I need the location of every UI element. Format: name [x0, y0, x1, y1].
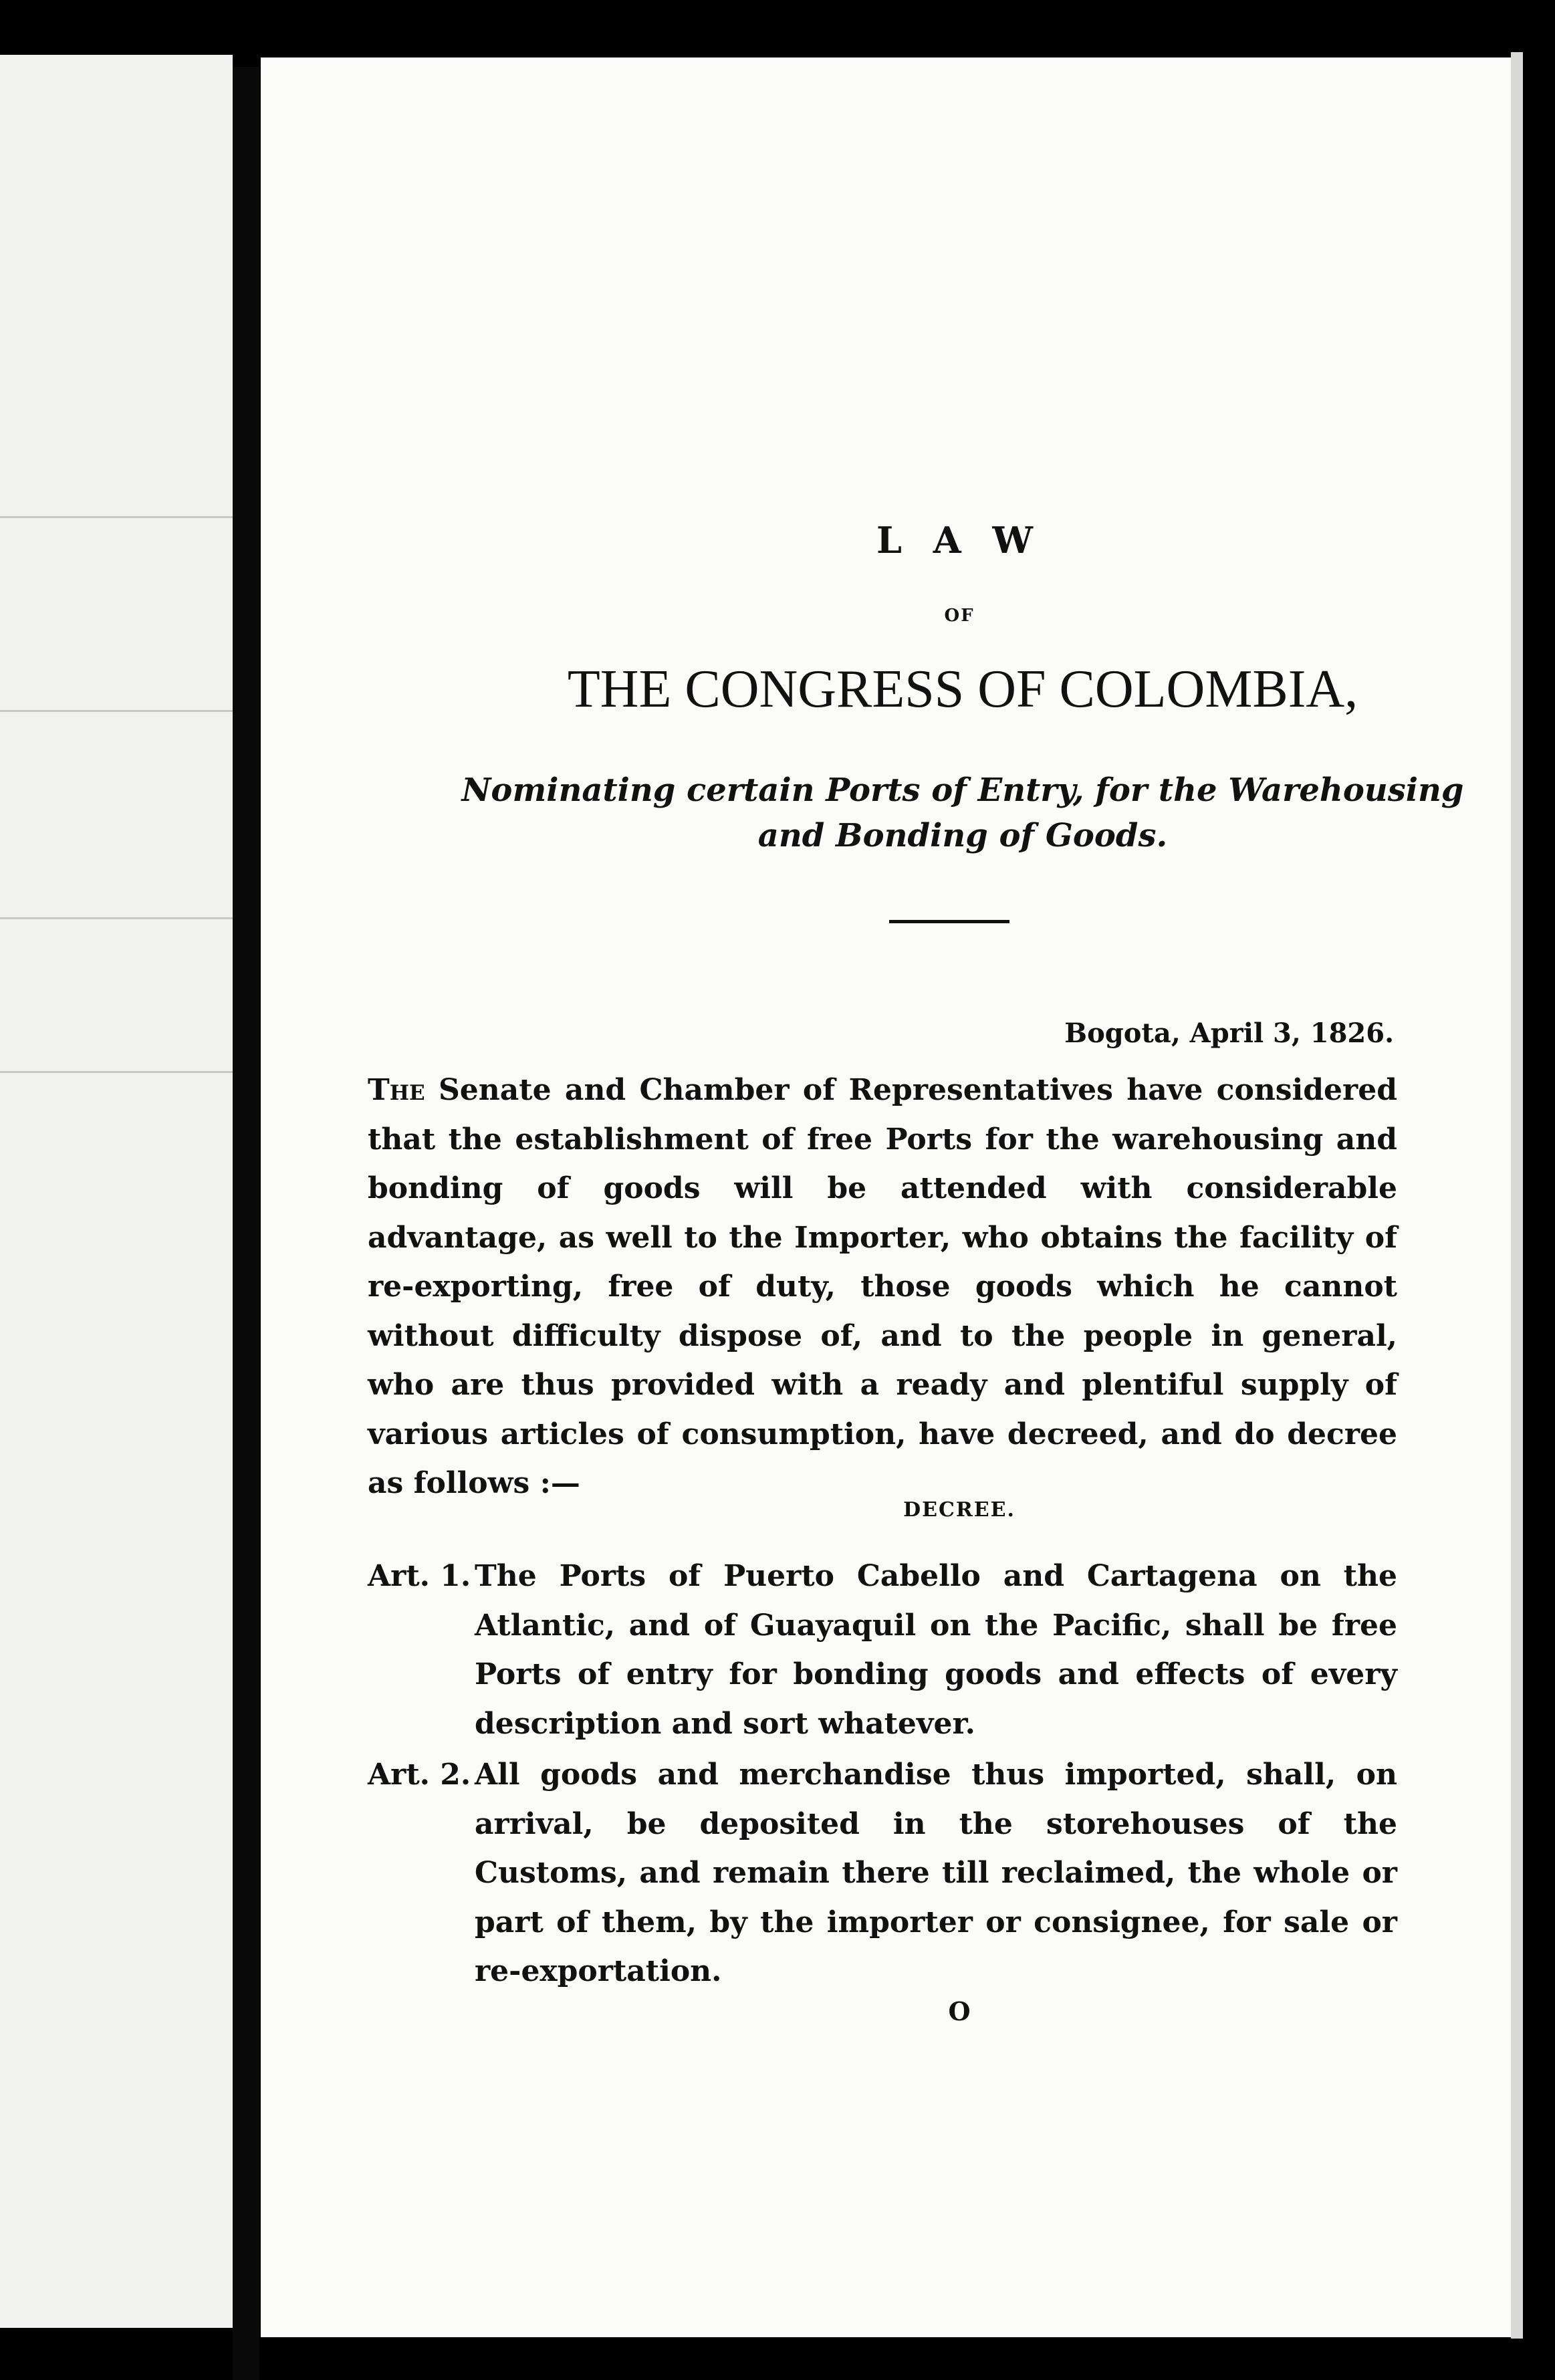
congress-title: THE CONGRESS OF COLOMBIA,	[567, 660, 1358, 719]
book-gutter	[233, 67, 259, 2380]
bleed-through-line	[0, 917, 233, 919]
article-label: Art. 2.	[368, 1758, 471, 1792]
law-heading: L A W	[876, 519, 1043, 562]
page-edge	[1511, 52, 1523, 2339]
article-2	[368, 1750, 1397, 1996]
article-text: All goods and merchandise thus imported, shall, on arrival, be deposited in the storehouses of the Customs, and remain there till reclaimed, the whole or part of them, by the importer or consignee, for sale or re-exportation.	[475, 1758, 1397, 1988]
article-text: The Ports of Puerto Cabello and Cartagena on the Atlantic, and of Guayaquil on the Pacific, shall be free Ports of entry for bonding goods and effects of every description and sort whatever.	[475, 1559, 1397, 1741]
decree-heading: DECREE.	[903, 1498, 1015, 1522]
bleed-through-line	[0, 516, 233, 518]
article-label: Art. 1.	[368, 1559, 471, 1593]
dateline: Bogota, April 3, 1826.	[1064, 1018, 1394, 1049]
bleed-through-line	[0, 1071, 233, 1073]
facing-page	[0, 55, 233, 2328]
signature-mark: O	[948, 1996, 971, 2026]
of-heading: OF	[944, 606, 975, 626]
document-page	[261, 57, 1511, 2337]
law-subtitle: Nominating certain Ports of Entry, for the Warehousing and Bonding of Goods.	[461, 771, 1464, 854]
preamble-text: Senate and Chamber of Representatives have considered that the establishment of free Ports for the warehousing and bonding of goods will be attended with considerable advantage, as well to the Importer, who obtains the facility of re-exporting, free of duty, those goods which he cannot without difficulty dispose of, and to the people in general, who are thus provided with a ready and plentiful supply of various articles of consumption, have decreed, and do decree as follows :—	[368, 1073, 1397, 1500]
bleed-through-line	[0, 710, 233, 712]
section-rule	[889, 920, 1009, 923]
article-1	[368, 1552, 1397, 1748]
preamble-lead: The	[368, 1073, 425, 1107]
preamble	[368, 1066, 1397, 1508]
